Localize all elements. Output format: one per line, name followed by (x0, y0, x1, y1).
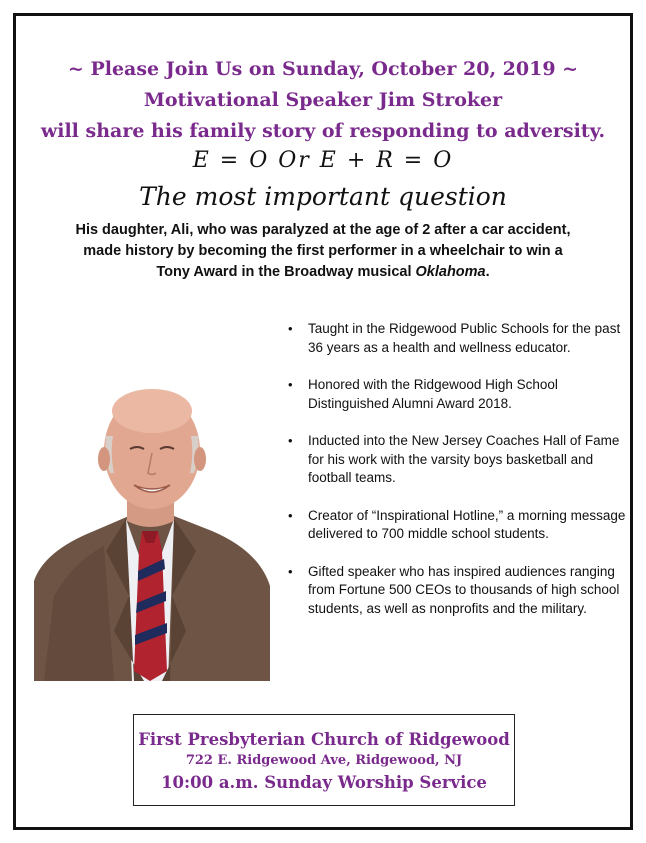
tagline-text: The most important question (139, 182, 507, 211)
list-item: • Honored with the Ridgewood High School Distinguished Alumni Award 2018. (288, 376, 626, 413)
church-address: 722 E. Ridgewood Ave, Ridgewood, NJ (185, 753, 463, 768)
formula-text: E = O Or E + R = O (192, 148, 454, 173)
church-info-box (133, 714, 515, 806)
intro-line-text: Tony Award in the Broadway musical (156, 264, 416, 280)
speaker-heading: Motivational Speaker Jim Stroker (143, 89, 503, 111)
flyer-frame (13, 13, 633, 830)
list-item: • Creator of “Inspirational Hotline,” a morning message delivered to 700 middle school students. (288, 507, 626, 544)
speaker-photo (34, 381, 270, 681)
accomplishment-list (288, 320, 626, 618)
event-date-heading: ~ Please Join Us on Sunday, October 20, 2019 ~ (67, 58, 579, 80)
church-name: First Presbyterian Church of Ridgewood (138, 730, 510, 749)
musical-title: Oklahoma (415, 264, 486, 280)
service-time: 10:00 a.m. Sunday Worship Service (161, 773, 487, 792)
speaker-portrait-illustration (34, 381, 270, 681)
intro-line-punct: . (485, 264, 490, 280)
list-item: • Inducted into the New Jersey Coaches Hall of Fame for his work with the varsity boys basketball and football teams. (288, 432, 626, 488)
intro-line: His daughter, Ali, who was paralyzed at the age of 2 after a car accident, (75, 222, 571, 238)
intro-line: made history by becoming the first performer in a wheelchair to win a (83, 243, 563, 259)
list-item: • Taught in the Ridgewood Public Schools for the past 36 years as a health and wellness educator. (288, 320, 626, 357)
topic-heading: will share his family story of responding to adversity. (40, 120, 606, 142)
intro-paragraph (36, 220, 610, 283)
intro-line (36, 262, 610, 283)
list-item: • Gifted speaker who has inspired audiences ranging from Fortune 500 CEOs to thousands of high school students, as well as nonprofits and the military. (288, 563, 626, 619)
